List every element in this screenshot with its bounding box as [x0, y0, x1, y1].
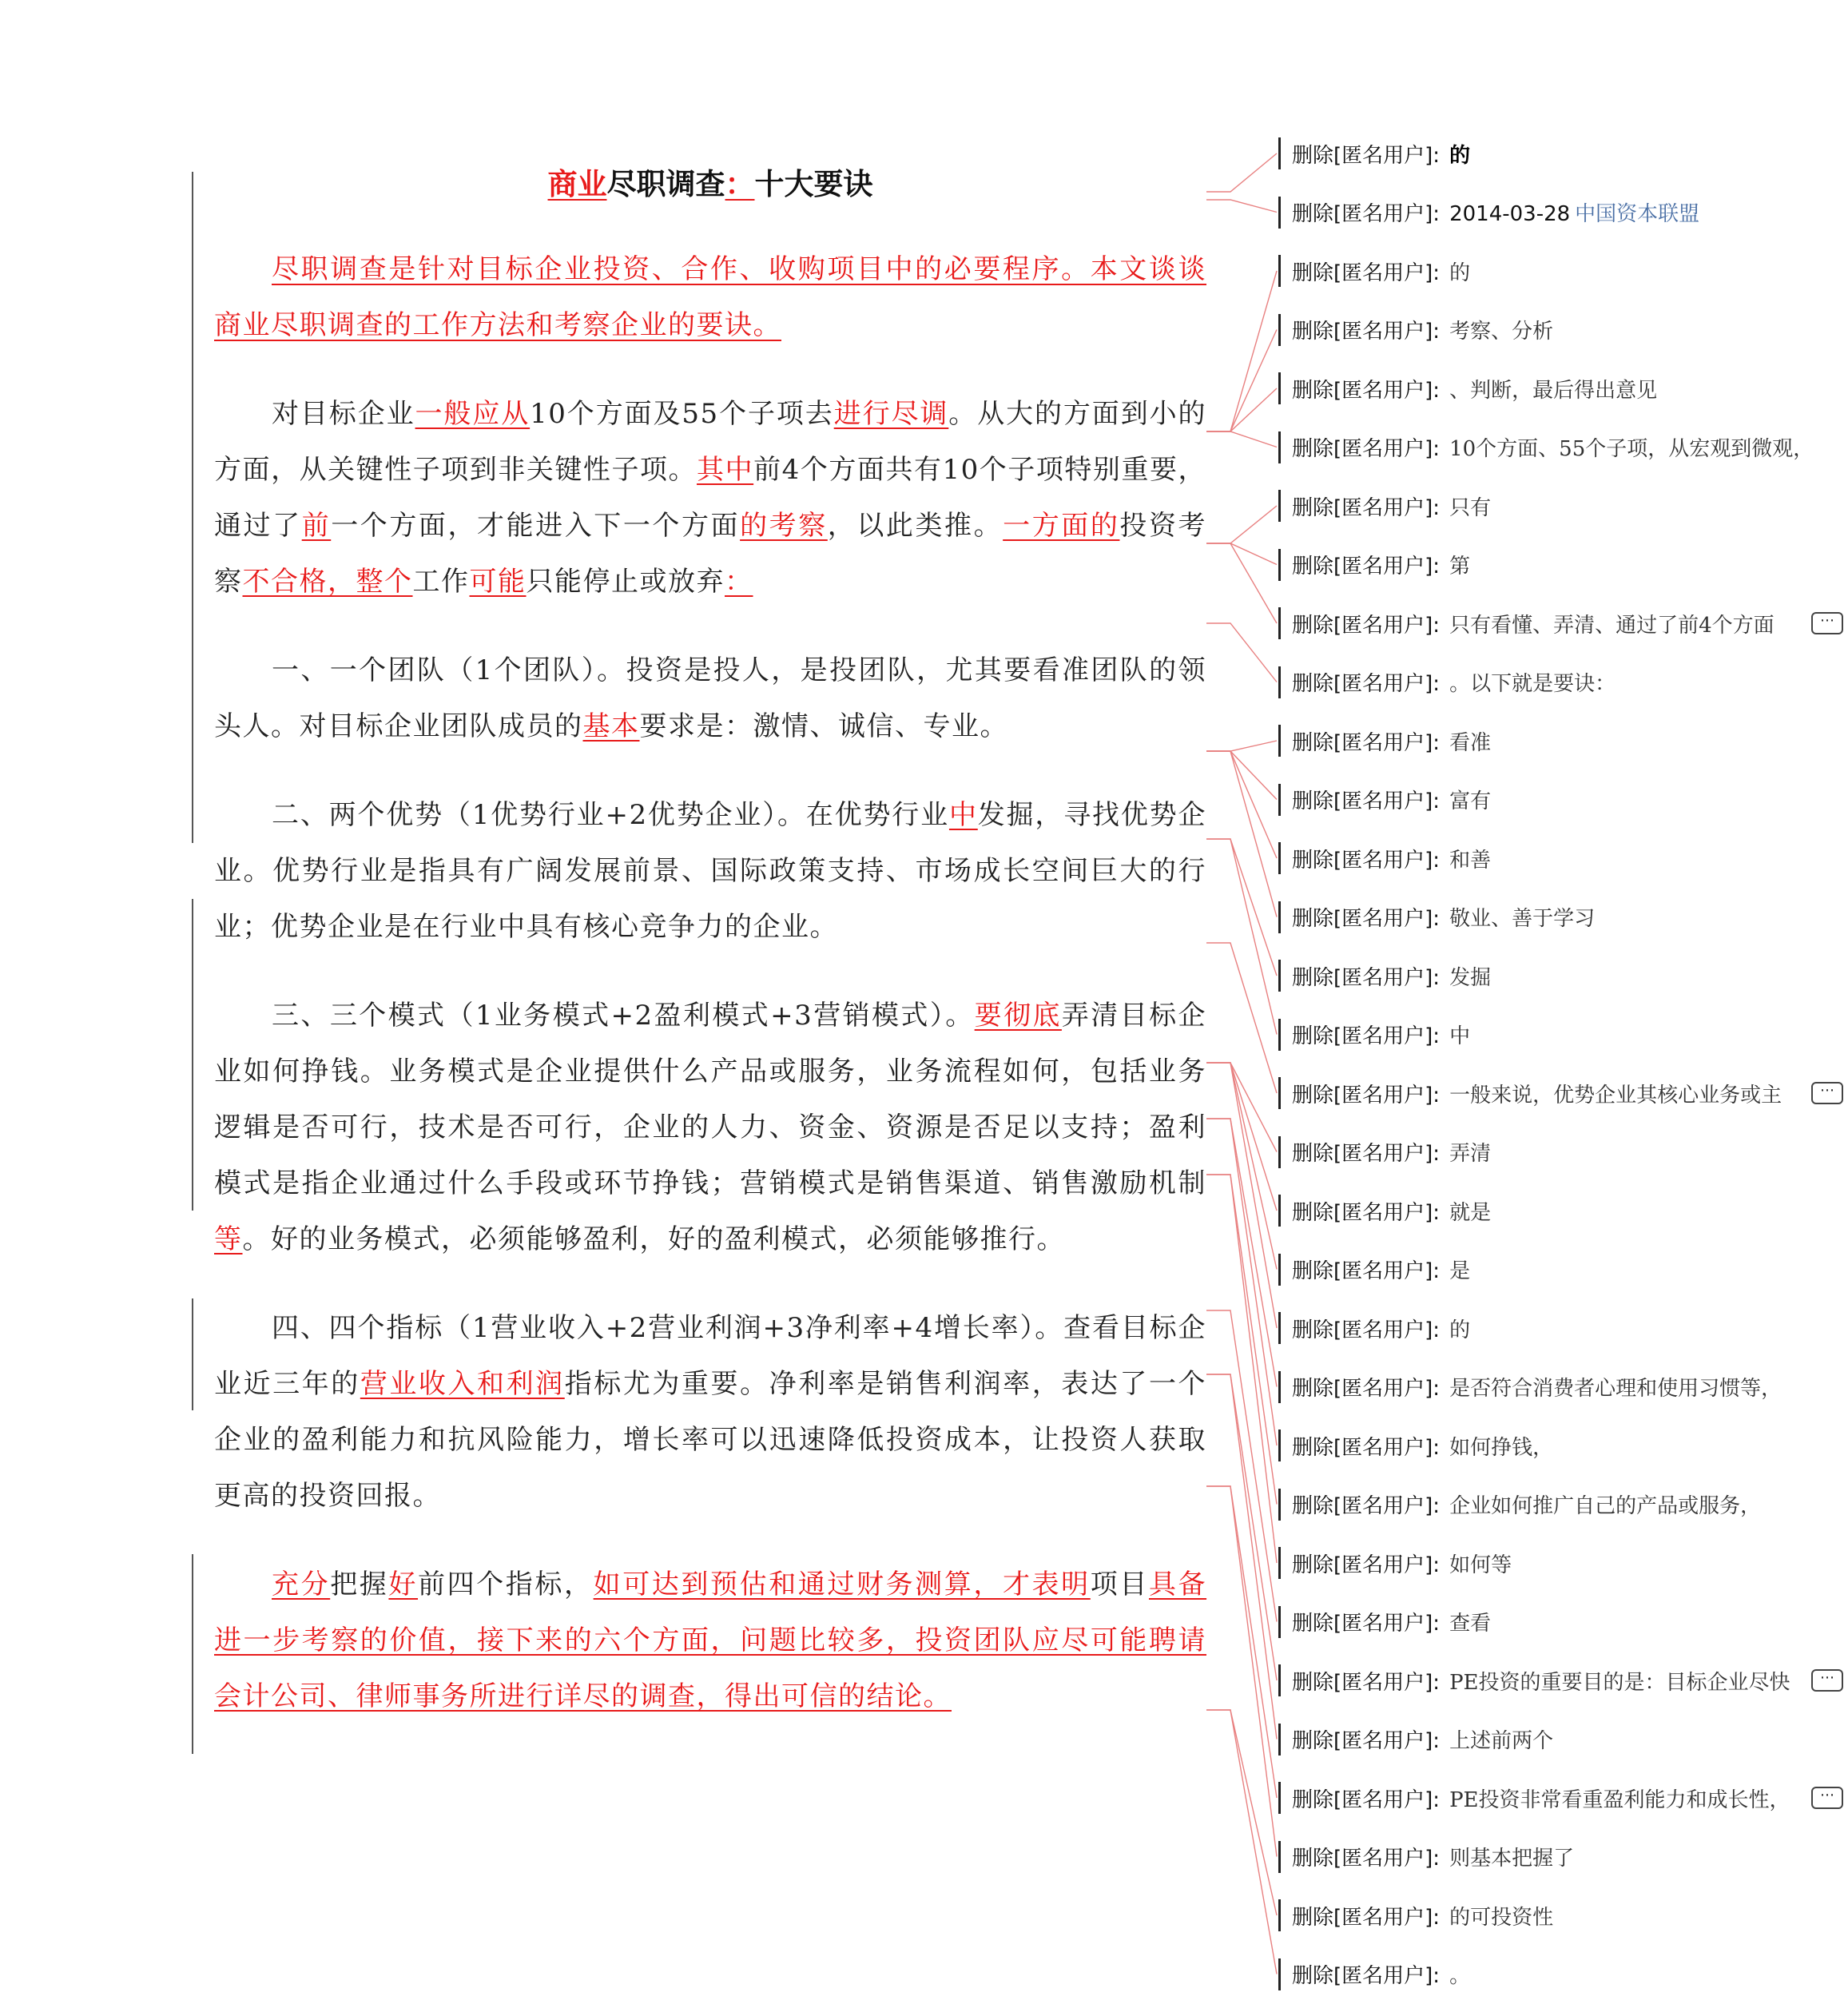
comment-author: 删除[匿名用户]:: [1292, 1435, 1441, 1460]
comment-text: 只有: [1449, 495, 1492, 520]
comment-text: 只有看懂、弄清、通过了前4个方面: [1449, 613, 1774, 638]
leader-line: [1206, 839, 1277, 976]
comment-text: 看准: [1449, 730, 1492, 755]
paragraph-indicators: 四、四个指标（1营业收入+2营业利润+3净利率+4增长率）。查看目标企业近三年的营业收入和利润指标尤为重要。净利率是销售利润率，表达了一个企业的盈利能力和抗风险能力，增长率可以迅速降低投资成本，让投资人获取更高的投资回报。: [214, 1312, 1207, 1512]
comment-balloon[interactable]: [1278, 1547, 1843, 1579]
comment-balloon[interactable]: [1278, 372, 1843, 404]
comment-author: 删除[匿名用户]:: [1292, 260, 1441, 285]
comment-author: 删除[匿名用户]:: [1292, 1964, 1441, 1988]
comment-text: 如何挣钱，: [1449, 1435, 1554, 1460]
leader-line: [1206, 330, 1277, 432]
comment-text: 一般来说，优势企业其核心业务或主: [1449, 1083, 1782, 1107]
comment-text: 就是: [1449, 1200, 1492, 1225]
comment-text: 如何等: [1449, 1553, 1512, 1577]
comment-author: 删除[匿名用户]:: [1292, 495, 1441, 520]
comment-text: 和善: [1449, 848, 1492, 873]
comment-text: 富有: [1449, 789, 1492, 813]
comment-author: 删除[匿名用户]:: [1292, 143, 1441, 168]
comment-balloon[interactable]: [1278, 901, 1843, 933]
leader-line: [1206, 741, 1277, 751]
comment-balloon[interactable]: [1278, 1841, 1843, 1873]
comment-author: 删除[匿名用户]:: [1292, 555, 1441, 579]
leader-line: [1206, 1486, 1277, 1857]
comment-balloon[interactable]: [1278, 255, 1843, 287]
comment-author: 删除[匿名用户]:: [1292, 1729, 1441, 1753]
comment-balloon[interactable]: [1278, 490, 1843, 522]
comment-balloon[interactable]: [1278, 1724, 1843, 1756]
page-title: 商业尽职调查：十大要诀: [547, 167, 873, 201]
comment-balloon[interactable]: [1278, 1312, 1843, 1344]
comment-author: 删除[匿名用户]:: [1292, 1847, 1441, 1871]
leader-line: [1206, 431, 1277, 447]
comment-author: 删除[匿名用户]:: [1292, 1142, 1441, 1166]
comment-author: 删除[匿名用户]:: [1292, 1377, 1441, 1401]
leader-line: [1206, 1063, 1277, 1152]
comment-text: 是: [1449, 1259, 1471, 1283]
comment-text: 的可投资性: [1449, 1905, 1554, 1930]
comment-text: 企业如何推广自己的产品或服务，: [1449, 1494, 1762, 1518]
comment-text: 敬业、善于学习: [1449, 907, 1596, 931]
comment-org-link[interactable]: 中国资本联盟: [1575, 202, 1700, 226]
comment-text: PE投资非常看重盈利能力和成长性，: [1449, 1787, 1790, 1812]
leader-line: [1206, 839, 1277, 1035]
comment-text: 上述前两个: [1449, 1729, 1554, 1753]
comment-balloon[interactable]: [1278, 314, 1843, 346]
comment-text: 则基本把握了: [1449, 1847, 1575, 1871]
paragraph-team: 一、一个团队（1个团队）。投资是投人，是投团队，尤其要看准团队的领头人。对目标企业团队成员的基本要求是：激情、诚信、专业。: [214, 654, 1206, 742]
leader-line: [1206, 1710, 1277, 1974]
comment-balloon[interactable]: [1278, 725, 1843, 757]
comment-author: 删除[匿名用户]:: [1292, 907, 1441, 931]
comment-text: 的: [1449, 1318, 1471, 1342]
leader-line: [1206, 751, 1277, 858]
comment-author: 删除[匿名用户]:: [1292, 848, 1441, 873]
comment-balloon[interactable]: [1278, 431, 1843, 463]
leader-line: [1206, 1063, 1277, 1270]
leader-line: [1206, 1119, 1277, 1445]
paragraph-advantage: 二、两个优势（1优势行业+2优势企业）。在优势行业中发掘，寻找优势企业。优势行业是指具有广阔发展前景、国际政策支持、市场成长空间巨大的行业；优势企业是在行业中具有核心竞争力的企业。: [214, 799, 1207, 943]
comment-balloon[interactable]: [1278, 1958, 1843, 1990]
comment-balloon[interactable]: [1278, 1195, 1843, 1227]
leader-line: [1206, 1374, 1277, 1680]
comment-author: 删除[匿名用户]:: [1292, 1905, 1441, 1930]
comment-text: 第: [1449, 555, 1471, 579]
comment-balloon[interactable]: [1278, 607, 1843, 639]
paragraph-1: 对目标企业一般应从10个方面及55个子项去进行尽调。从大的方面到小的方面，从关键性子项到非关键性子项。其中前4个方面共有10个子项特别重要，通过了前一个方面，才能进入下一个方面的考察，以此类推。一方面的投资考察不合格，整个工作可能只能停止或放弃：: [214, 398, 1207, 598]
more-options-icon[interactable]: ⋯: [1811, 1082, 1843, 1104]
comment-balloon[interactable]: [1278, 960, 1843, 992]
comment-author: 删除[匿名用户]:: [1292, 965, 1441, 990]
comment-text: 、判断，最后得出意见: [1449, 378, 1658, 403]
comment-text: 发掘: [1449, 965, 1492, 990]
leader-line: [1206, 506, 1277, 543]
comment-author: 删除[匿名用户]:: [1292, 1024, 1441, 1048]
comment-balloon[interactable]: [1278, 842, 1843, 874]
more-options-icon[interactable]: ⋯: [1811, 1669, 1843, 1692]
comment-author: 删除[匿名用户]:: [1292, 672, 1441, 696]
comment-author: 删除[匿名用户]:: [1292, 1612, 1441, 1636]
leader-line: [1206, 153, 1277, 192]
comment-author: 删除[匿名用户]:: [1292, 789, 1441, 813]
leader-line: [1206, 623, 1277, 682]
intro-paragraph: 尽职调查是针对目标企业投资、合作、收购项目中的必要程序。本文谈谈商业尽职调查的工作方法和考察企业的要诀。: [214, 253, 1206, 341]
comment-balloon[interactable]: [1278, 1489, 1843, 1521]
comment-balloon[interactable]: [1278, 1782, 1843, 1814]
comment-author: 删除[匿名用户]:: [1292, 1553, 1441, 1577]
comment-text: 。: [1449, 1964, 1471, 1988]
comment-author: 删除[匿名用户]:: [1292, 1670, 1441, 1695]
leader-line: [1206, 1486, 1277, 1798]
comment-balloon[interactable]: [1278, 666, 1843, 698]
paragraph-conclusion: 充分把握好前四个指标，如可达到预估和通过财务测算，才表明项目具备进一步考察的价值，接下来的六个方面，问题比较多，投资团队应尽可能聘请会计公司、律师事务所进行详尽的调查，得出可信的结论。: [214, 1569, 1207, 1712]
comment-text: 的: [1449, 260, 1471, 285]
comment-text: 考察、分析: [1449, 320, 1554, 344]
comment-balloon[interactable]: [1278, 1254, 1843, 1286]
leader-line: [1206, 388, 1277, 431]
comment-author: 删除[匿名用户]:: [1292, 1787, 1441, 1812]
comment-balloon[interactable]: [1278, 1606, 1843, 1638]
more-options-icon[interactable]: ⋯: [1811, 612, 1843, 634]
comment-author: 删除[匿名用户]:: [1292, 437, 1441, 461]
comment-author: 删除[匿名用户]:: [1292, 378, 1441, 403]
leader-line: [1206, 943, 1277, 1093]
comment-balloon[interactable]: [1278, 1019, 1843, 1051]
comment-balloon[interactable]: [1278, 1077, 1843, 1109]
comment-date: 2014-03-28: [1449, 202, 1571, 226]
comment-balloon[interactable]: [1278, 549, 1843, 581]
comment-balloon[interactable]: [1278, 784, 1843, 816]
comment-text: 的: [1449, 143, 1471, 168]
comment-balloon[interactable]: [1278, 197, 1843, 229]
comment-balloon[interactable]: [1278, 1371, 1843, 1403]
leader-line: [1206, 543, 1277, 623]
comment-author: 删除[匿名用户]:: [1292, 1083, 1441, 1107]
comment-text: 查看: [1449, 1612, 1492, 1636]
comment-author: 删除[匿名用户]:: [1292, 1494, 1441, 1518]
paragraph-models: 三、三个模式（1业务模式+2盈利模式+3营销模式）。要彻底弄清目标企业如何挣钱。业务模式是企业提供什么产品或服务，业务流程如何，包括业务逻辑是否可行，技术是否可行，企业的人力、资金、资源是否足以支持；盈利模式是指企业通过什么手段或环节挣钱；营销模式是销售渠道、销售激励机制等。好的业务模式，必须能够盈利，好的盈利模式，必须能够推行。: [214, 1000, 1207, 1255]
comment-text: 弄清: [1449, 1142, 1492, 1166]
comment-balloon[interactable]: [1278, 1899, 1843, 1931]
leader-line: [1206, 200, 1277, 213]
comment-author: 删除[匿名用户]:: [1292, 1259, 1441, 1283]
comment-balloon[interactable]: [1278, 1664, 1843, 1696]
comment-author: 删除[匿名用户]:: [1292, 1318, 1441, 1342]
comment-author: 删除[匿名用户]:: [1292, 202, 1441, 226]
comment-balloon[interactable]: [1278, 1429, 1843, 1461]
comment-author: 删除[匿名用户]:: [1292, 320, 1441, 344]
comment-author: 删除[匿名用户]:: [1292, 1200, 1441, 1225]
comment-text: 中: [1449, 1024, 1471, 1048]
leader-line: [1206, 1710, 1277, 1915]
comment-author: 删除[匿名用户]:: [1292, 613, 1441, 638]
inserted-text: 商业: [547, 167, 607, 201]
comment-balloon[interactable]: [1278, 1136, 1843, 1168]
comment-author: 删除[匿名用户]:: [1292, 730, 1441, 755]
leader-line: [1206, 543, 1277, 565]
comment-text: 10个方面、55个子项，从宏观到微观，: [1449, 437, 1814, 461]
comment-text: [1449, 197, 1699, 227]
comment-text: 是否符合消费者心理和使用习惯等，: [1449, 1377, 1782, 1401]
more-options-icon[interactable]: ⋯: [1811, 1787, 1843, 1809]
comment-balloon[interactable]: [1278, 137, 1843, 169]
comment-text: 。以下就是要诀：: [1449, 672, 1616, 696]
comment-text: PE投资的重要目的是：目标企业尽快: [1449, 1670, 1790, 1695]
